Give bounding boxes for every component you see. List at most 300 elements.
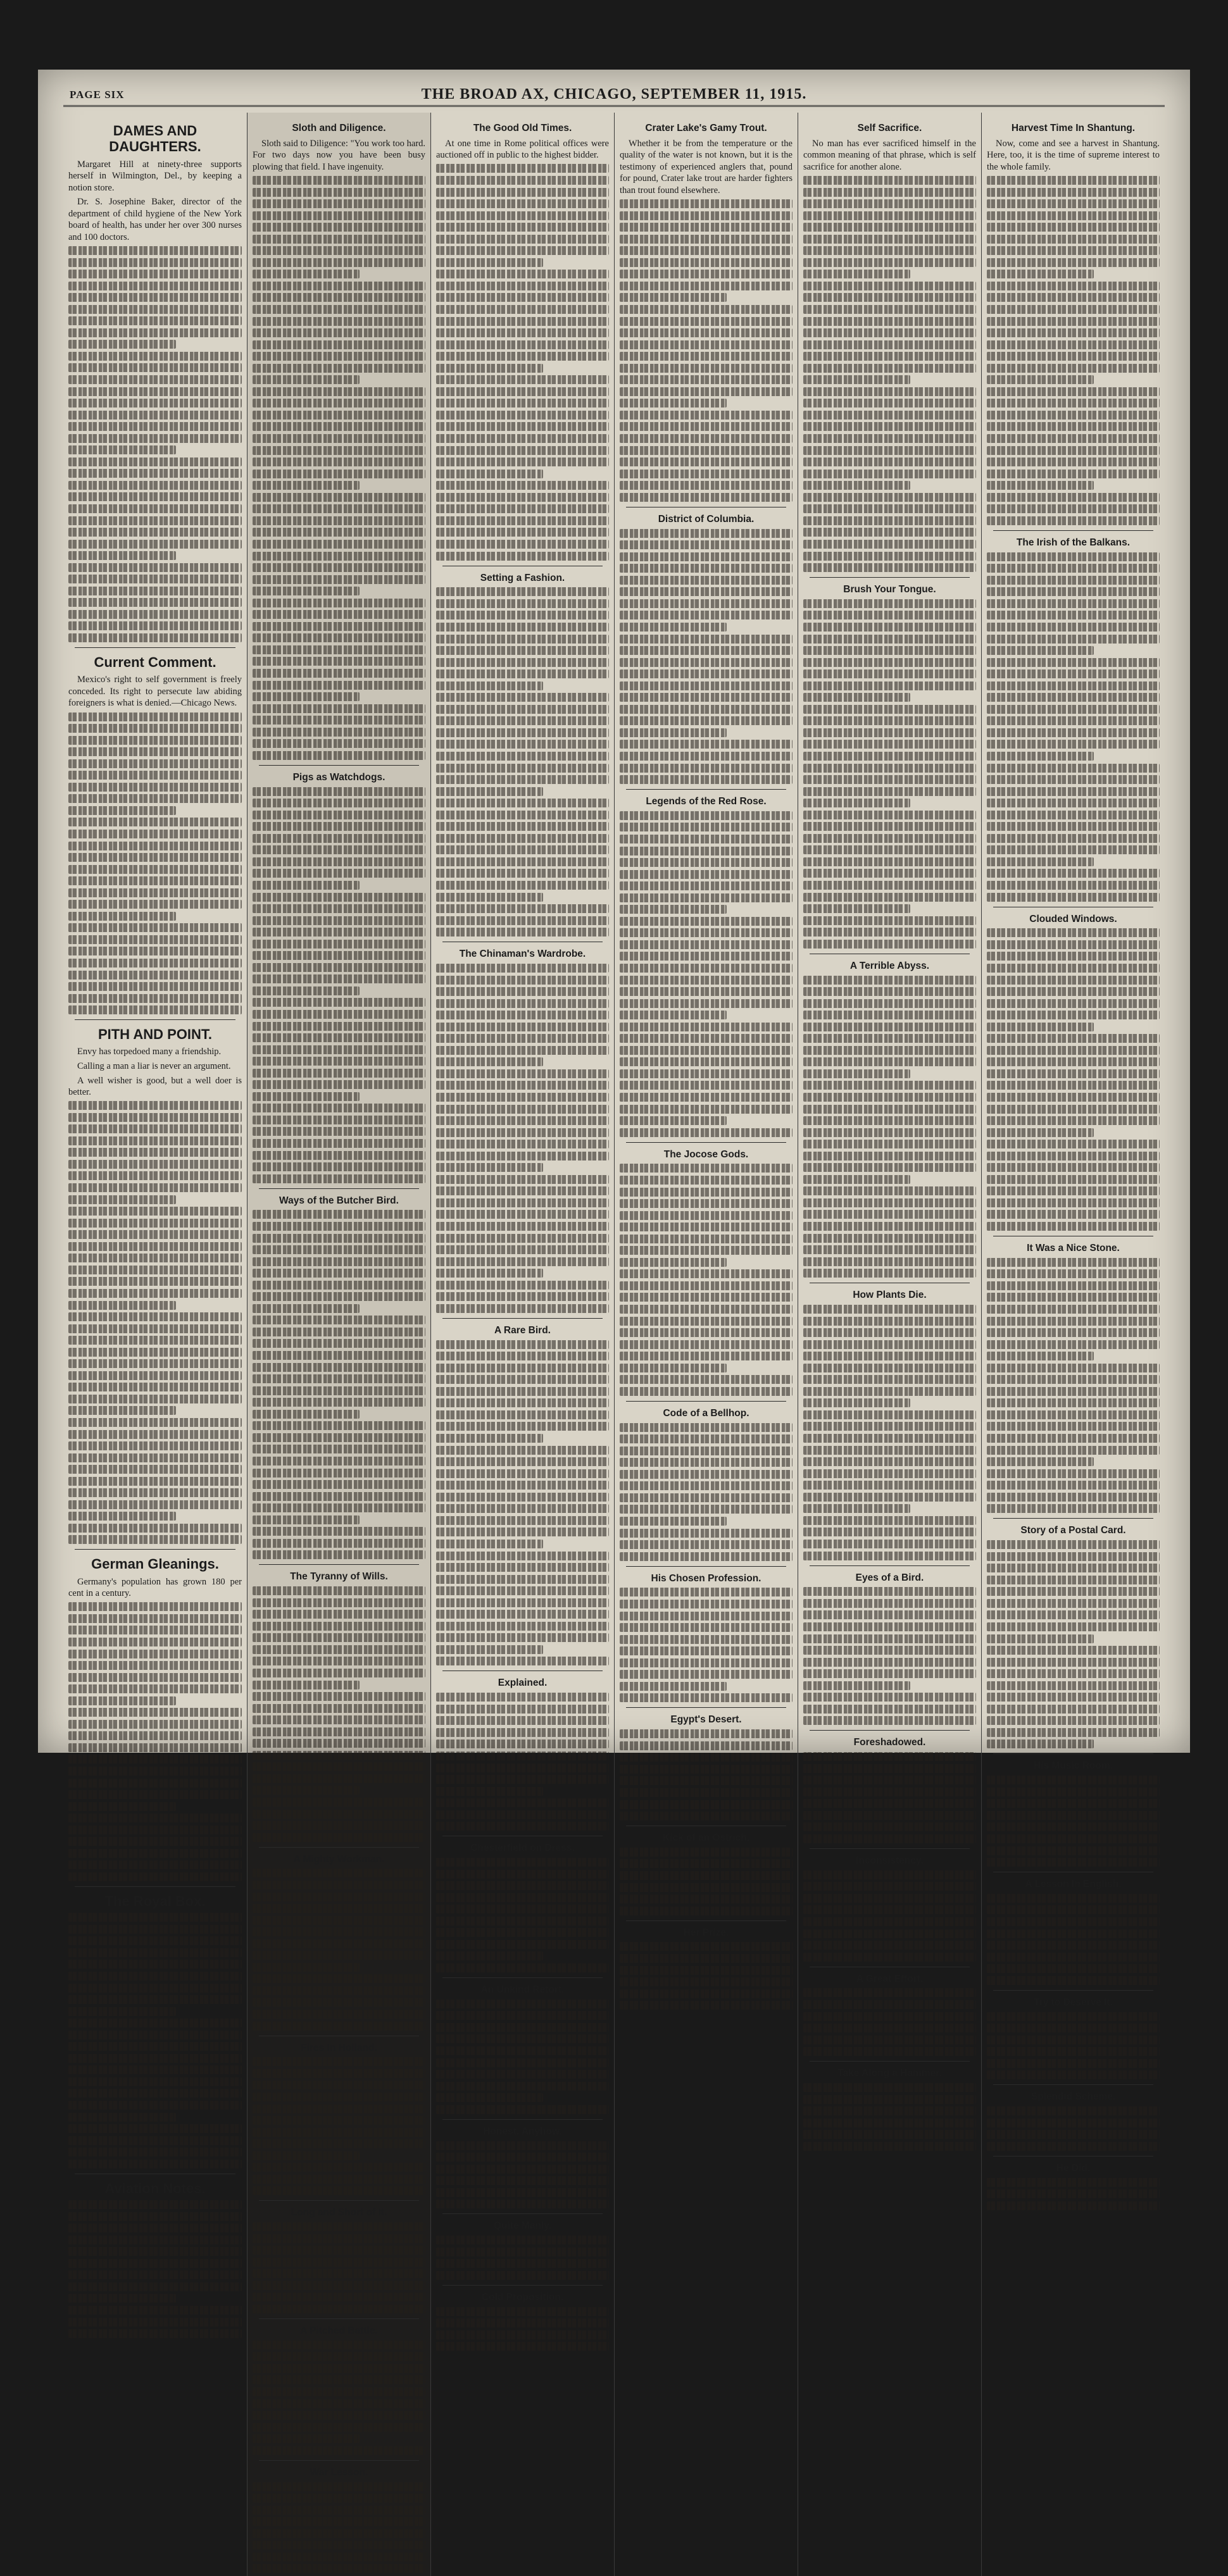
text-line xyxy=(987,399,1160,408)
text-line xyxy=(68,1790,242,1799)
text-line xyxy=(620,552,793,561)
text-line xyxy=(620,1164,793,1173)
text-line xyxy=(987,328,1160,337)
text-line xyxy=(803,611,976,619)
text-line xyxy=(436,1775,609,1784)
text-line xyxy=(803,1410,976,1419)
illegible-text-lines xyxy=(620,1848,793,1915)
text-line xyxy=(803,2142,976,2151)
illegible-text-lines xyxy=(253,2341,425,2455)
text-line xyxy=(987,1716,1160,1725)
text-line xyxy=(620,1800,793,1809)
text-line xyxy=(253,575,425,584)
text-line xyxy=(68,2200,242,2209)
text-line xyxy=(68,575,242,583)
text-line xyxy=(253,2411,425,2420)
article-divider xyxy=(442,2119,603,2120)
text-line xyxy=(68,2019,242,2027)
illegible-text-lines xyxy=(803,1870,976,1962)
text-line xyxy=(68,747,242,756)
text-line xyxy=(253,2293,425,2301)
text-line xyxy=(803,2130,976,2139)
text-line xyxy=(68,1266,242,1274)
text-line xyxy=(68,282,242,290)
article-paragraph: Dr. S. Josephine Baker, director of the department of child hygiene of the New York board of health, has under her over 300 nurses and 100 doctors. xyxy=(68,197,242,242)
text-line xyxy=(987,999,1160,1008)
text-line xyxy=(253,1269,425,1278)
text-line xyxy=(253,2482,425,2491)
text-line xyxy=(620,1023,793,1031)
text-line xyxy=(987,552,1160,561)
text-line xyxy=(987,811,1160,819)
text-line xyxy=(68,771,242,780)
text-line xyxy=(253,963,425,972)
text-line xyxy=(620,1235,793,1243)
text-line xyxy=(620,1954,793,1963)
text-line xyxy=(620,199,793,208)
illegible-text-lines xyxy=(436,1693,609,1831)
text-line xyxy=(620,1387,793,1396)
text-line xyxy=(436,1787,543,1796)
text-line xyxy=(803,1988,976,1997)
illegible-text-lines xyxy=(987,2106,1160,2151)
text-line xyxy=(436,1693,609,1702)
text-line xyxy=(253,1893,425,1901)
text-line xyxy=(987,1210,1160,1219)
text-line xyxy=(253,411,425,420)
text-line xyxy=(253,857,425,866)
text-line xyxy=(987,1011,1160,1019)
article-divider xyxy=(993,1753,1153,1754)
text-line xyxy=(253,540,425,549)
text-line xyxy=(436,740,609,749)
text-line xyxy=(803,1528,976,1536)
text-line xyxy=(68,1230,242,1239)
text-line xyxy=(987,1081,1160,1090)
text-line xyxy=(253,399,425,408)
text-line xyxy=(436,1610,609,1619)
text-line xyxy=(253,2352,425,2361)
text-line xyxy=(620,1375,793,1384)
text-line xyxy=(68,1720,242,1729)
text-line xyxy=(253,1774,425,1783)
text-line xyxy=(253,1069,425,1078)
text-line xyxy=(68,794,242,803)
text-line xyxy=(803,422,976,431)
text-line xyxy=(803,176,976,185)
text-line xyxy=(68,1383,242,1391)
text-line xyxy=(987,1576,1160,1584)
text-line xyxy=(987,740,1160,749)
text-line xyxy=(253,1292,425,1301)
text-line xyxy=(253,893,425,902)
text-line xyxy=(253,986,360,995)
text-line xyxy=(68,328,242,337)
text-line xyxy=(68,1984,242,1993)
text-line xyxy=(803,1658,976,1667)
text-line xyxy=(987,2130,1160,2139)
illegible-text-lines xyxy=(620,529,793,784)
text-line xyxy=(68,270,242,278)
text-line xyxy=(987,845,1160,854)
text-line xyxy=(436,340,609,349)
illegible-text-lines xyxy=(68,2200,242,2338)
illegible-text-lines xyxy=(436,2307,609,2351)
text-line xyxy=(68,2101,242,2110)
text-line xyxy=(253,305,425,314)
text-line xyxy=(803,340,976,349)
text-line xyxy=(436,1140,609,1148)
text-line xyxy=(987,611,1160,619)
text-line xyxy=(803,1081,976,1090)
text-line xyxy=(253,2246,425,2255)
text-line xyxy=(987,1917,1160,1926)
illegible-text-lines xyxy=(68,1101,242,1544)
text-line xyxy=(620,681,793,690)
text-line xyxy=(436,646,609,655)
text-line xyxy=(68,1005,242,1014)
text-line xyxy=(620,1658,793,1667)
text-line xyxy=(803,904,910,913)
text-line xyxy=(68,947,242,955)
text-line xyxy=(803,1599,976,1608)
text-line xyxy=(436,375,609,384)
text-line xyxy=(68,481,242,490)
text-line xyxy=(436,422,609,431)
text-line xyxy=(987,1811,1160,1820)
text-line xyxy=(253,246,425,255)
illegible-text-lines xyxy=(253,2057,425,2195)
text-line xyxy=(68,305,242,314)
text-line xyxy=(436,976,609,985)
text-line xyxy=(253,1798,425,1807)
text-line xyxy=(987,1175,1160,1184)
text-line xyxy=(987,270,1094,278)
text-line xyxy=(620,481,793,490)
text-line xyxy=(436,681,543,690)
text-line xyxy=(68,1465,242,1474)
text-line xyxy=(436,1905,609,1913)
text-line xyxy=(253,1339,425,1348)
text-line xyxy=(987,1788,1160,1796)
text-line xyxy=(987,340,1160,349)
text-line xyxy=(68,1371,242,1380)
text-line xyxy=(253,2010,425,2019)
text-line xyxy=(803,1469,976,1478)
article-headline: The Tyranny of Wills. xyxy=(290,1571,388,1583)
text-line xyxy=(68,1430,242,1439)
text-line xyxy=(803,2036,976,2044)
text-line xyxy=(253,1245,425,1254)
illegible-text-lines xyxy=(253,2482,425,2573)
text-line xyxy=(253,845,425,854)
text-line xyxy=(253,739,425,748)
text-line xyxy=(620,317,793,326)
text-line xyxy=(68,633,242,642)
text-line xyxy=(68,1837,242,1846)
text-line xyxy=(436,1469,609,1478)
illegible-text-lines xyxy=(803,1587,976,1725)
text-line xyxy=(68,1336,242,1345)
illegible-text-lines xyxy=(253,1586,425,1841)
article-divider xyxy=(75,1549,235,1550)
text-line xyxy=(436,2342,609,2351)
article-paragraph: Now, come and see a harvest in Shantung. Here, too, it is the time of supreme interest to the whole family. xyxy=(987,138,1160,172)
text-line xyxy=(987,705,1160,714)
text-line xyxy=(68,2031,242,2039)
article-divider xyxy=(259,1188,419,1189)
text-line xyxy=(803,434,976,443)
text-line xyxy=(253,1998,425,2007)
text-line xyxy=(253,1986,425,1995)
text-line xyxy=(987,1186,1160,1195)
newspaper-title: THE BROAD AX, CHICAGO, SEPTEMBER 11, 1915. xyxy=(421,86,807,103)
text-line xyxy=(68,935,242,944)
text-line xyxy=(620,1081,793,1090)
text-line xyxy=(253,1951,425,1960)
article-headline: How Plants Die. xyxy=(853,1290,927,1301)
text-line xyxy=(987,928,1160,937)
text-line xyxy=(987,1469,1160,1478)
text-line xyxy=(803,235,976,244)
text-line xyxy=(253,1045,425,1054)
text-line xyxy=(987,1587,1160,1596)
text-line xyxy=(436,470,543,478)
text-line xyxy=(253,2105,425,2113)
text-line xyxy=(803,1163,976,1172)
text-line xyxy=(803,1610,976,1619)
text-line xyxy=(987,1941,1160,1950)
text-line xyxy=(987,1658,1160,1667)
text-line xyxy=(803,928,976,936)
text-line xyxy=(987,2024,1160,2032)
text-line xyxy=(253,1927,425,1936)
text-line xyxy=(987,1434,1160,1443)
text-line xyxy=(253,1598,425,1607)
text-line xyxy=(253,1904,425,1913)
text-line xyxy=(987,1269,1160,1278)
text-line xyxy=(620,1423,793,1432)
text-line xyxy=(436,2330,609,2339)
column-4 xyxy=(614,113,798,2576)
text-line xyxy=(620,917,793,926)
text-line xyxy=(436,411,609,420)
text-line xyxy=(620,1635,793,1644)
text-line xyxy=(987,504,1160,513)
text-line xyxy=(253,1033,425,1042)
text-line xyxy=(253,1257,425,1266)
illegible-text-lines xyxy=(68,1913,242,2168)
text-line xyxy=(436,1057,543,1066)
text-line xyxy=(803,293,976,302)
text-line xyxy=(803,599,976,608)
text-line xyxy=(987,1340,1160,1349)
text-line xyxy=(68,1913,242,1922)
text-line xyxy=(253,1939,425,1948)
text-line xyxy=(620,1505,793,1514)
text-line xyxy=(436,317,609,326)
text-line xyxy=(68,2148,242,2156)
text-line xyxy=(987,2012,1160,2021)
text-line xyxy=(68,1995,242,2004)
text-line xyxy=(620,470,793,478)
text-line xyxy=(987,787,1160,796)
text-line xyxy=(803,1834,976,1843)
text-line xyxy=(68,1684,242,1693)
text-line xyxy=(620,811,793,820)
text-line xyxy=(253,2269,425,2278)
text-line xyxy=(620,611,793,619)
text-line xyxy=(803,635,976,644)
text-line xyxy=(436,2034,609,2043)
article-headline: War Lesson. xyxy=(310,2467,368,2478)
text-line xyxy=(436,1292,609,1301)
article-paragraph: Envy has torpedoed many a friendship. xyxy=(77,1047,222,1057)
text-line xyxy=(253,728,425,737)
text-line xyxy=(803,681,976,690)
text-line xyxy=(436,811,609,819)
article-headline: His Music Room. xyxy=(1034,1760,1113,1772)
text-line xyxy=(253,2423,425,2432)
text-line xyxy=(436,1493,609,1502)
article-headline: Sloth and Diligence. xyxy=(292,123,386,134)
text-line xyxy=(68,2160,242,2168)
text-line xyxy=(68,2077,242,2086)
text-line xyxy=(987,1198,1160,1207)
text-line xyxy=(620,1481,793,1490)
article-headline: Clouded Windows. xyxy=(1029,913,1117,924)
text-line xyxy=(620,1046,793,1055)
text-line xyxy=(620,375,793,384)
text-line xyxy=(68,316,242,325)
illegible-text-lines xyxy=(620,1729,793,1820)
text-line xyxy=(253,2506,425,2515)
text-line xyxy=(987,1328,1160,1337)
text-line xyxy=(68,1348,242,1357)
text-line xyxy=(620,1034,793,1043)
text-line xyxy=(803,364,976,373)
text-line xyxy=(253,1727,425,1736)
text-line xyxy=(620,905,727,914)
article-divider xyxy=(442,1318,603,1319)
text-line xyxy=(987,1446,1160,1455)
text-line xyxy=(987,411,1160,420)
text-line xyxy=(803,1011,976,1019)
text-line xyxy=(253,669,425,678)
text-line xyxy=(987,1846,1160,1855)
text-line xyxy=(253,716,425,725)
text-line xyxy=(620,1623,793,1632)
illegible-text-lines xyxy=(253,176,425,760)
text-line xyxy=(253,1351,425,1360)
text-line xyxy=(987,1610,1160,1619)
article-headline: An Unkind Retort. xyxy=(480,1984,565,1995)
text-line xyxy=(436,1422,609,1431)
text-line xyxy=(68,923,242,932)
text-line xyxy=(803,1776,976,1784)
article-divider xyxy=(993,1990,1153,1991)
text-line xyxy=(987,1457,1094,1466)
text-line xyxy=(253,2553,425,2561)
text-line xyxy=(987,693,1160,702)
text-line xyxy=(987,1822,1160,1831)
text-line xyxy=(68,1661,242,1670)
text-line xyxy=(620,258,793,267)
text-line xyxy=(253,1328,425,1336)
text-line xyxy=(68,1124,242,1133)
text-line xyxy=(436,2000,609,2008)
text-line xyxy=(253,1162,425,1171)
text-line xyxy=(803,1481,976,1490)
text-line xyxy=(68,888,242,897)
illegible-text-lines xyxy=(436,1340,609,1666)
text-line xyxy=(436,2105,609,2114)
text-line xyxy=(68,528,242,537)
text-line xyxy=(620,1552,793,1561)
text-line xyxy=(620,1069,793,1078)
text-line xyxy=(68,1171,242,1180)
text-line xyxy=(987,752,1094,761)
text-line xyxy=(68,783,242,792)
text-line xyxy=(253,1586,425,1595)
text-line xyxy=(987,576,1160,585)
text-line xyxy=(620,446,793,455)
text-line xyxy=(253,657,425,666)
text-line xyxy=(803,1799,976,1808)
text-line xyxy=(436,775,609,784)
text-line xyxy=(620,246,793,255)
text-line xyxy=(253,787,425,796)
text-line xyxy=(68,1324,242,1333)
text-line xyxy=(987,1152,1160,1160)
text-line xyxy=(620,457,793,466)
text-line xyxy=(253,1833,425,1842)
text-line xyxy=(803,1128,976,1137)
article-headline: PITH AND POINT. xyxy=(97,1026,213,1043)
text-line xyxy=(803,1788,976,1796)
article-divider xyxy=(259,2200,419,2201)
text-line xyxy=(436,1304,609,1313)
text-line xyxy=(987,258,1160,267)
article-divider xyxy=(626,789,786,790)
text-line xyxy=(253,552,425,561)
text-line xyxy=(987,1894,1160,1903)
text-line xyxy=(803,317,976,326)
text-line xyxy=(987,422,1160,431)
text-line xyxy=(436,587,609,596)
text-line xyxy=(620,1434,793,1443)
text-line xyxy=(620,693,793,702)
text-line xyxy=(253,340,425,349)
text-line xyxy=(68,2054,242,2063)
text-line xyxy=(803,411,976,420)
text-line xyxy=(253,881,360,890)
text-line xyxy=(803,493,976,502)
text-line xyxy=(436,787,543,796)
text-line xyxy=(803,352,976,361)
text-line xyxy=(68,1535,242,1544)
text-line xyxy=(68,422,242,431)
text-line xyxy=(803,223,976,232)
article-headline: German Gleanings. xyxy=(91,1556,219,1572)
text-line xyxy=(987,646,1094,655)
text-line xyxy=(436,728,609,737)
text-line xyxy=(803,1669,976,1678)
text-line xyxy=(253,1174,425,1183)
text-line xyxy=(620,1942,793,1951)
text-line xyxy=(68,1136,242,1145)
text-line xyxy=(803,1069,910,1078)
